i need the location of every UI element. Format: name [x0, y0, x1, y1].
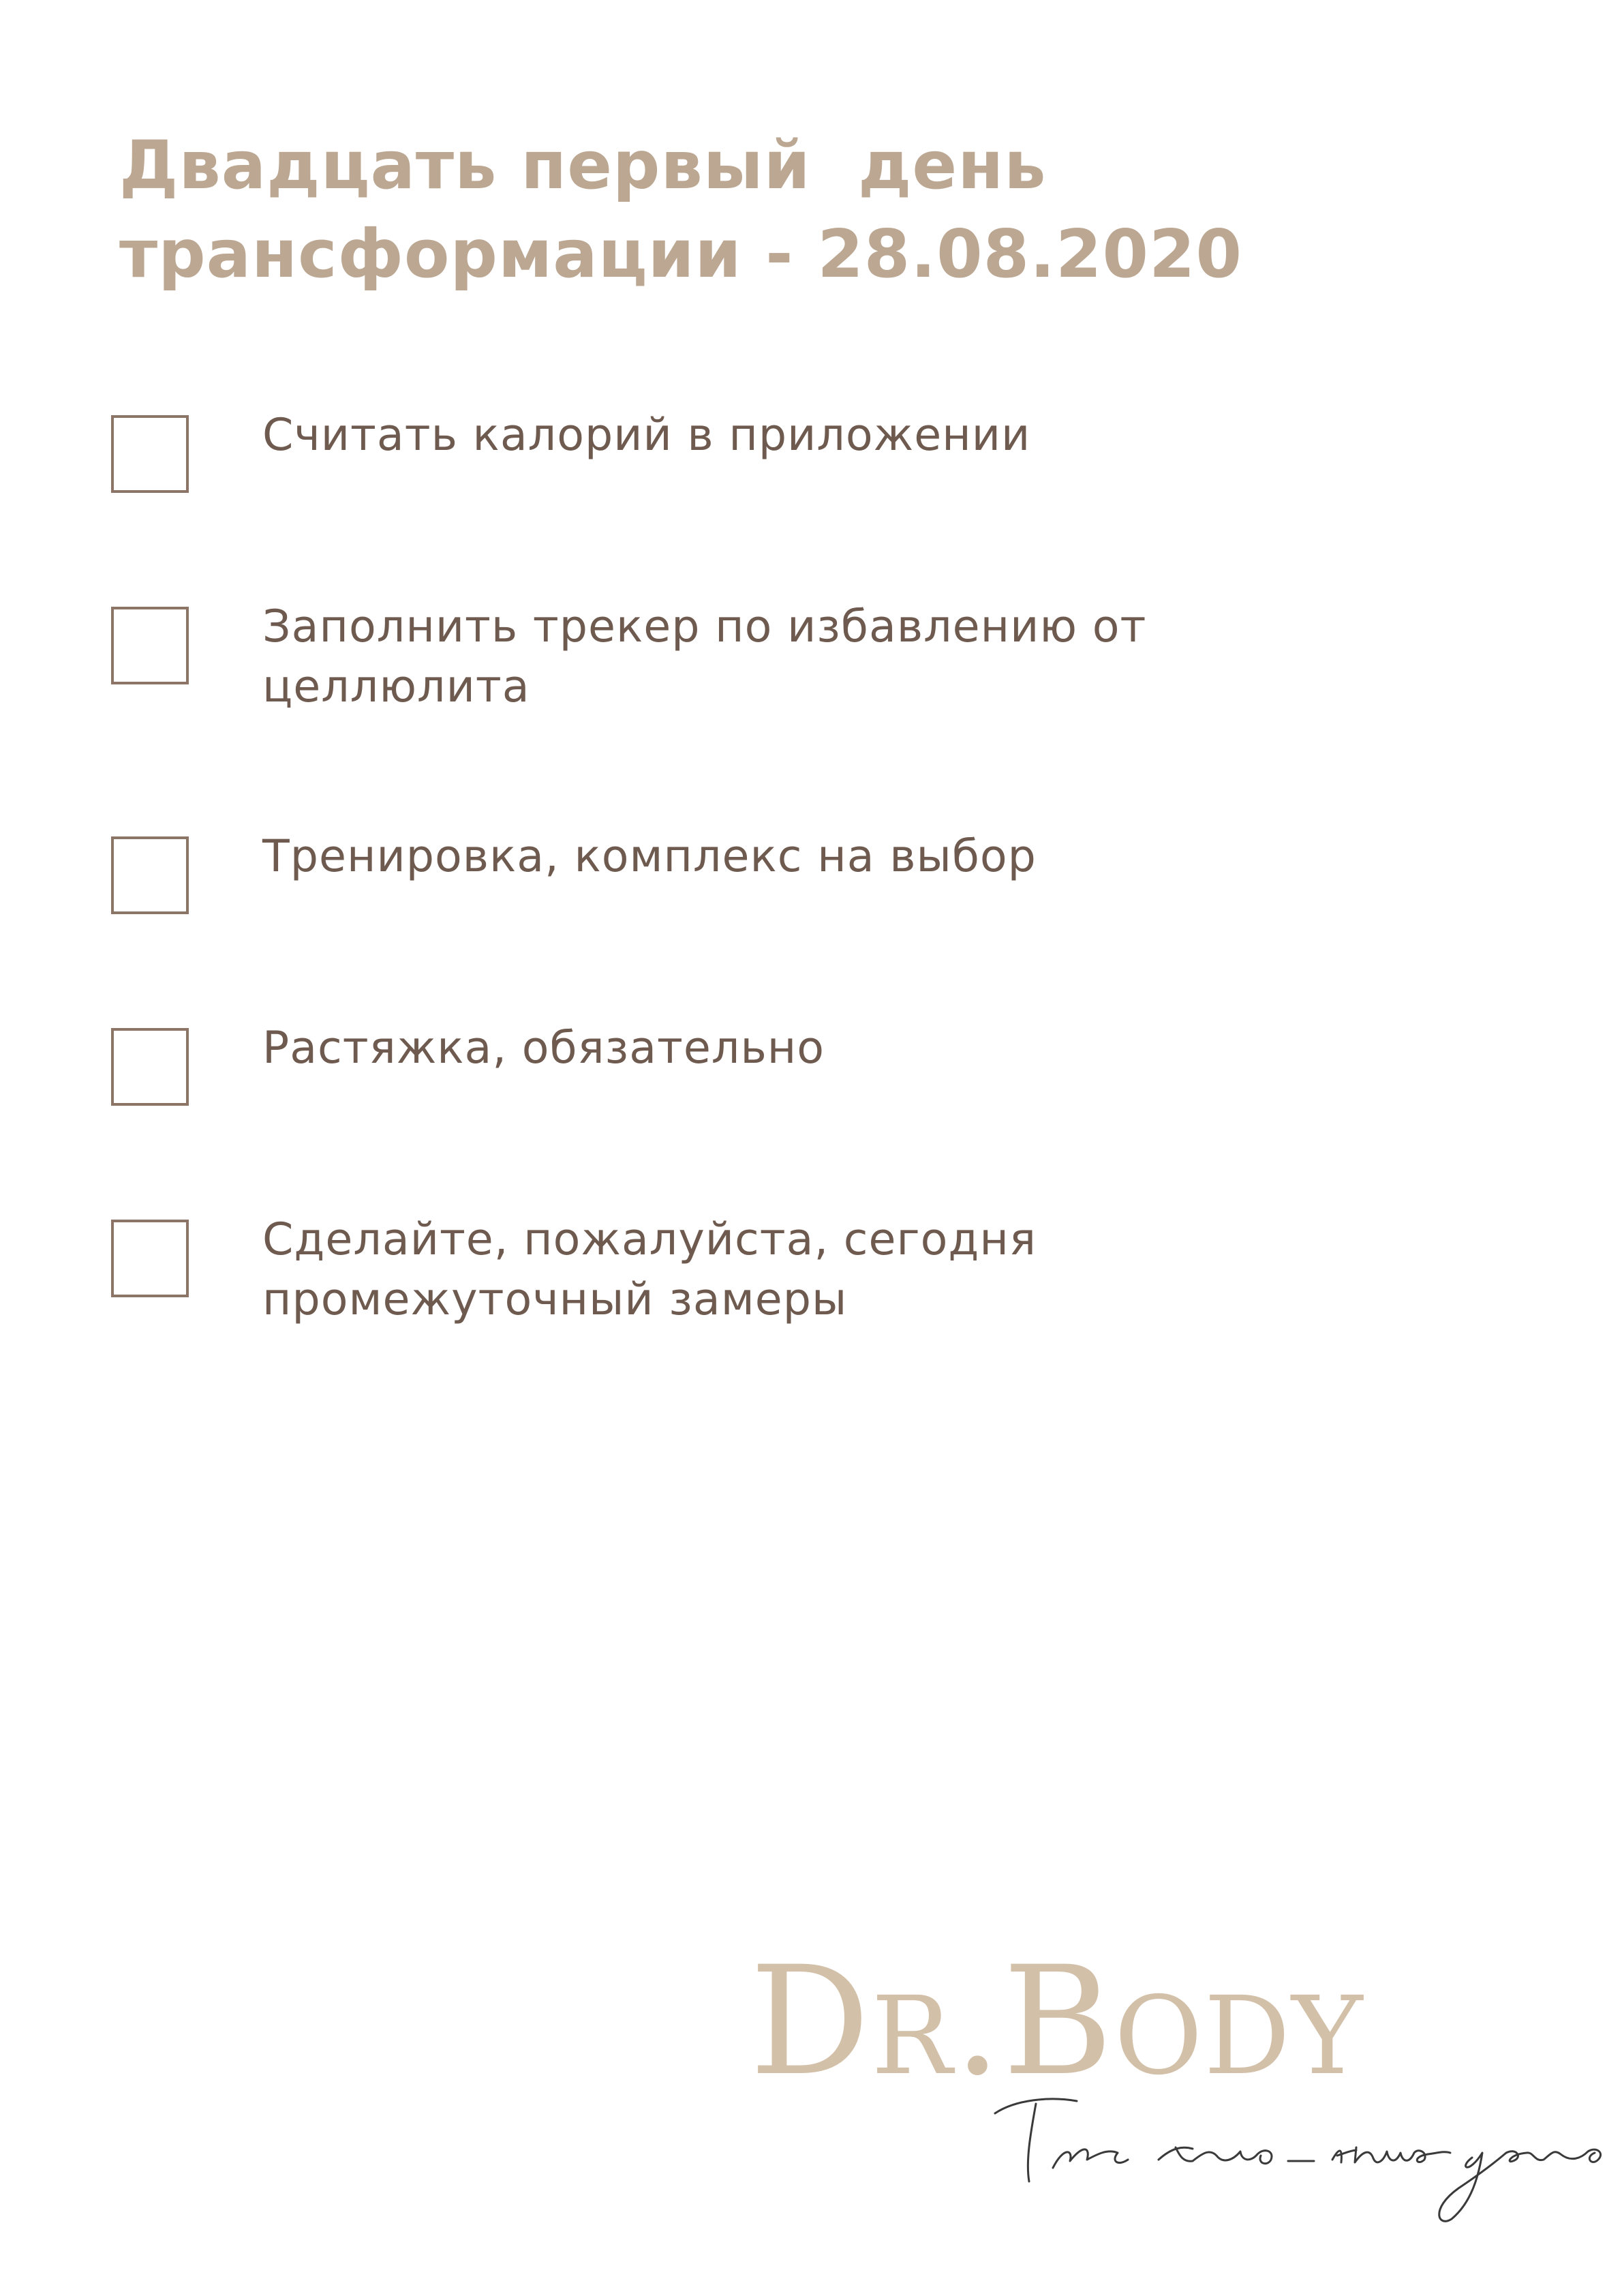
checklist-item-line: Сделайте, пожалуйста, сегодня [262, 1214, 1037, 1265]
checkbox[interactable] [111, 415, 189, 493]
page-title-line-2: трансформации - 28.08.2020 [119, 215, 1242, 292]
checklist-item-label [262, 406, 1319, 466]
checklist-item-line: Заполнить трекер по избавлению от [262, 601, 1147, 652]
checkbox[interactable] [111, 836, 189, 914]
checkbox[interactable] [111, 1220, 189, 1297]
brand-logo [750, 1934, 1567, 2229]
checklist-item-label [262, 597, 1319, 717]
checkbox[interactable] [111, 607, 189, 684]
checklist-item-line: промежуточный замеры [262, 1274, 848, 1325]
checklist-item-line: Считать калорий в приложении [262, 410, 1031, 461]
checklist-item-line: Растяжка, обязательно [262, 1023, 825, 1074]
checklist-item-label [262, 1210, 1319, 1330]
checkbox[interactable] [111, 1028, 189, 1106]
page-title-line-1: Двадцать первый день [119, 127, 1047, 204]
logo-wordmark: DR.BODY [750, 1934, 1364, 2109]
checklist-item-line: Тренировка, комплекс на выбор [262, 831, 1037, 882]
checklist-item-line: целлюлита [262, 661, 530, 712]
logo-tagline-signature [988, 2072, 1615, 2229]
checklist-item-label [262, 1018, 1319, 1078]
checklist-item-label [262, 827, 1319, 887]
